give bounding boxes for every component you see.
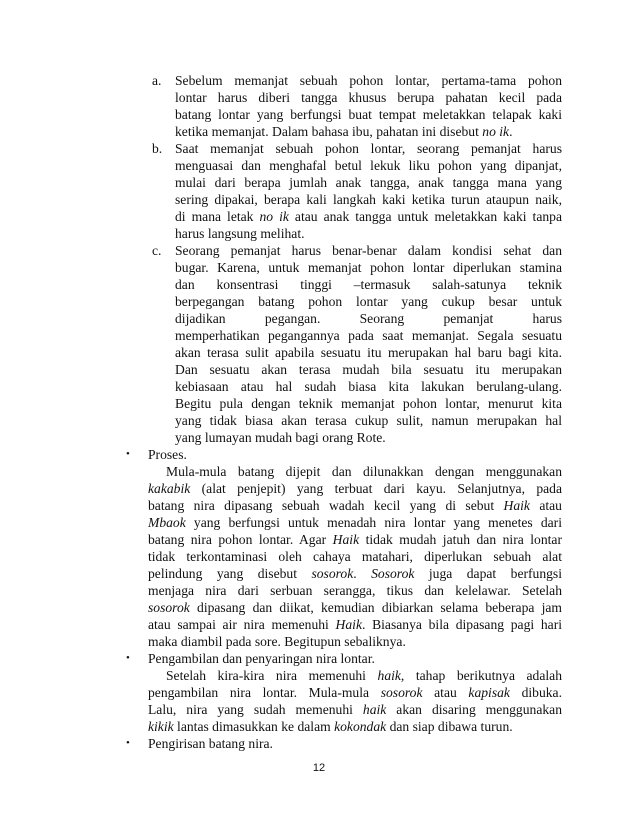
text-line: akan terasa sulit apabila sesuatu itu merupakan hal baru bagi kita. [175,345,562,360]
bullet-icon: • [126,448,130,460]
text-line: batang nira dipasang sebuah wadah kecil yang di sebut Haik atau [148,498,562,513]
bullet-icon: • [126,652,130,664]
list-marker-b: b. [152,141,163,156]
section-heading-pengirisan: Pengirisan batang nira. [148,736,273,751]
italic-term: Mbaok [148,515,186,530]
text-line: pengambilan nira lontar. Mula-mula sosorok atau kapisak dibuka. [148,685,562,700]
text-line: di mana letak no ik atau anak tangga untuk meletakkan kaki tanpa [175,209,562,224]
text-line: tidak terkontaminasi oleh cahaya matahari, diperlukan sebuah alat [148,549,562,564]
italic-term: sosorok [311,566,354,581]
text-line: kakabik (alat penjepit) yang terbuat dari kayu. Selanjutnya, pada [148,481,562,496]
italic-term: sosorok [148,600,190,615]
list-marker-c: c. [152,243,162,258]
text-line: ketika memanjat. Dalam bahasa ibu, pahatan ini disebut no ik. [175,124,513,139]
bullet-icon: • [126,737,130,749]
italic-term: kikik [148,719,174,734]
text-line: kikik lantas dimasukkan ke dalam kokondak dan siap dibawa turun. [148,719,513,734]
italic-term: haik [362,702,387,717]
text-line: Saat memanjat sebuah pohon lontar, seorang pemanjat harus [175,141,562,156]
text-line: Seorang pemanjat harus benar-benar dalam kondisi sehat dan [175,243,562,258]
italic-term: Haik [503,498,530,513]
text-line: lontar harus diberi tangga khusus berupa pahatan kecil pada [175,90,562,105]
text-line: yang tidak biasa akan terasa cukup sulit, namun merupakan hal [175,413,562,428]
text-line: maka diambil pada sore. Begitupun sebaliknya. [148,634,406,649]
text-line: berpegangan batang pohon lontar yang cukup besar untuk [175,294,562,309]
italic-term: Haik [335,617,362,632]
text-line: dan konsentrasi tinggi –termasuk salah-satunya teknik [175,277,562,292]
text-line: Mula-mula batang dijepit dan dilunakkan dengan menggunakan [166,464,562,479]
text-line: Setelah kira-kira nira memenuhi haik, tahap berikutnya adalah [166,668,562,683]
text-line: batang lontar yang berfungsi buat tempat meletakkan telapak kaki [175,107,562,122]
italic-term: Sosorok [371,566,415,581]
italic-term: no ik [482,124,510,139]
text-line: Dan sesuatu akan terasa mudah bila sesuatu itu merupakan [175,362,562,377]
page-number: 12 [312,762,326,774]
text-line: harus langsung melihat. [175,226,305,241]
text-line: bugar. Karena, untuk memanjat pohon lontar diperlukan stamina [175,260,562,275]
section-heading-proses: Proses. [148,447,187,462]
text-line: menguasai dan menghafal betul lekuk liku pohon yang dipanjat, [175,158,562,173]
text-line: yang lumayan mudah bagi orang Rote. [175,430,386,445]
text-line: sering dipakai, berapa kali langkah kaki ketika turun ataupun naik, [175,192,562,207]
italic-term: sosorok [380,685,423,700]
text-line: memperhatikan pegangannya pada saat memanjat. Segala sesuatu [175,328,562,343]
text-line: dijadikan pegangan. Seorang pemanjat harus [175,311,562,326]
text-line: sosorok dipasang dan diikat, kemudian dibiarkan selama beberapa jam [148,600,562,615]
italic-term: haik [377,668,401,683]
text-line: Mbaok yang berfungsi untuk menadah nira lontar yang menetes dari [148,515,562,530]
section-heading-pengambilan: Pengambilan dan penyaringan nira lontar. [148,651,375,666]
text-line: pelindung yang disebut sosorok. Sosorok juga dapat berfungsi [148,566,562,581]
list-marker-a: a. [152,73,162,88]
italic-term: kokondak [334,719,387,734]
text-line: Lalu, nira yang sudah memenuhi haik akan disaring menggunakan [148,702,562,717]
text-line: Begitu pula dengan teknik memanjat pohon lontar, menurut kita [175,396,562,411]
italic-term: kapisak [468,685,510,700]
italic-term: Haik [332,532,360,547]
text-line: batang nira pohon lontar. Agar Haik tidak mudah jatuh dan nira lontar [148,532,562,547]
text-line: Sebelum memanjat sebuah pohon lontar, pertama-tama pohon [175,73,562,88]
text-line: atau sampai air nira memenuhi Haik. Biasanya bila dipasang pagi hari [148,617,562,632]
text-line: mulai dari berapa jumlah anak tangga, anak tangga mana yang [175,175,562,190]
italic-term: kakabik [148,481,191,496]
text-line: kebiasaan atau hal sudah biasa kita lakukan berulang-ulang. [175,379,562,394]
italic-term: no ik [259,209,289,224]
text-line: menjaga nira dari serbuan serangga, tikus dan kelelawar. Setelah [148,583,562,598]
